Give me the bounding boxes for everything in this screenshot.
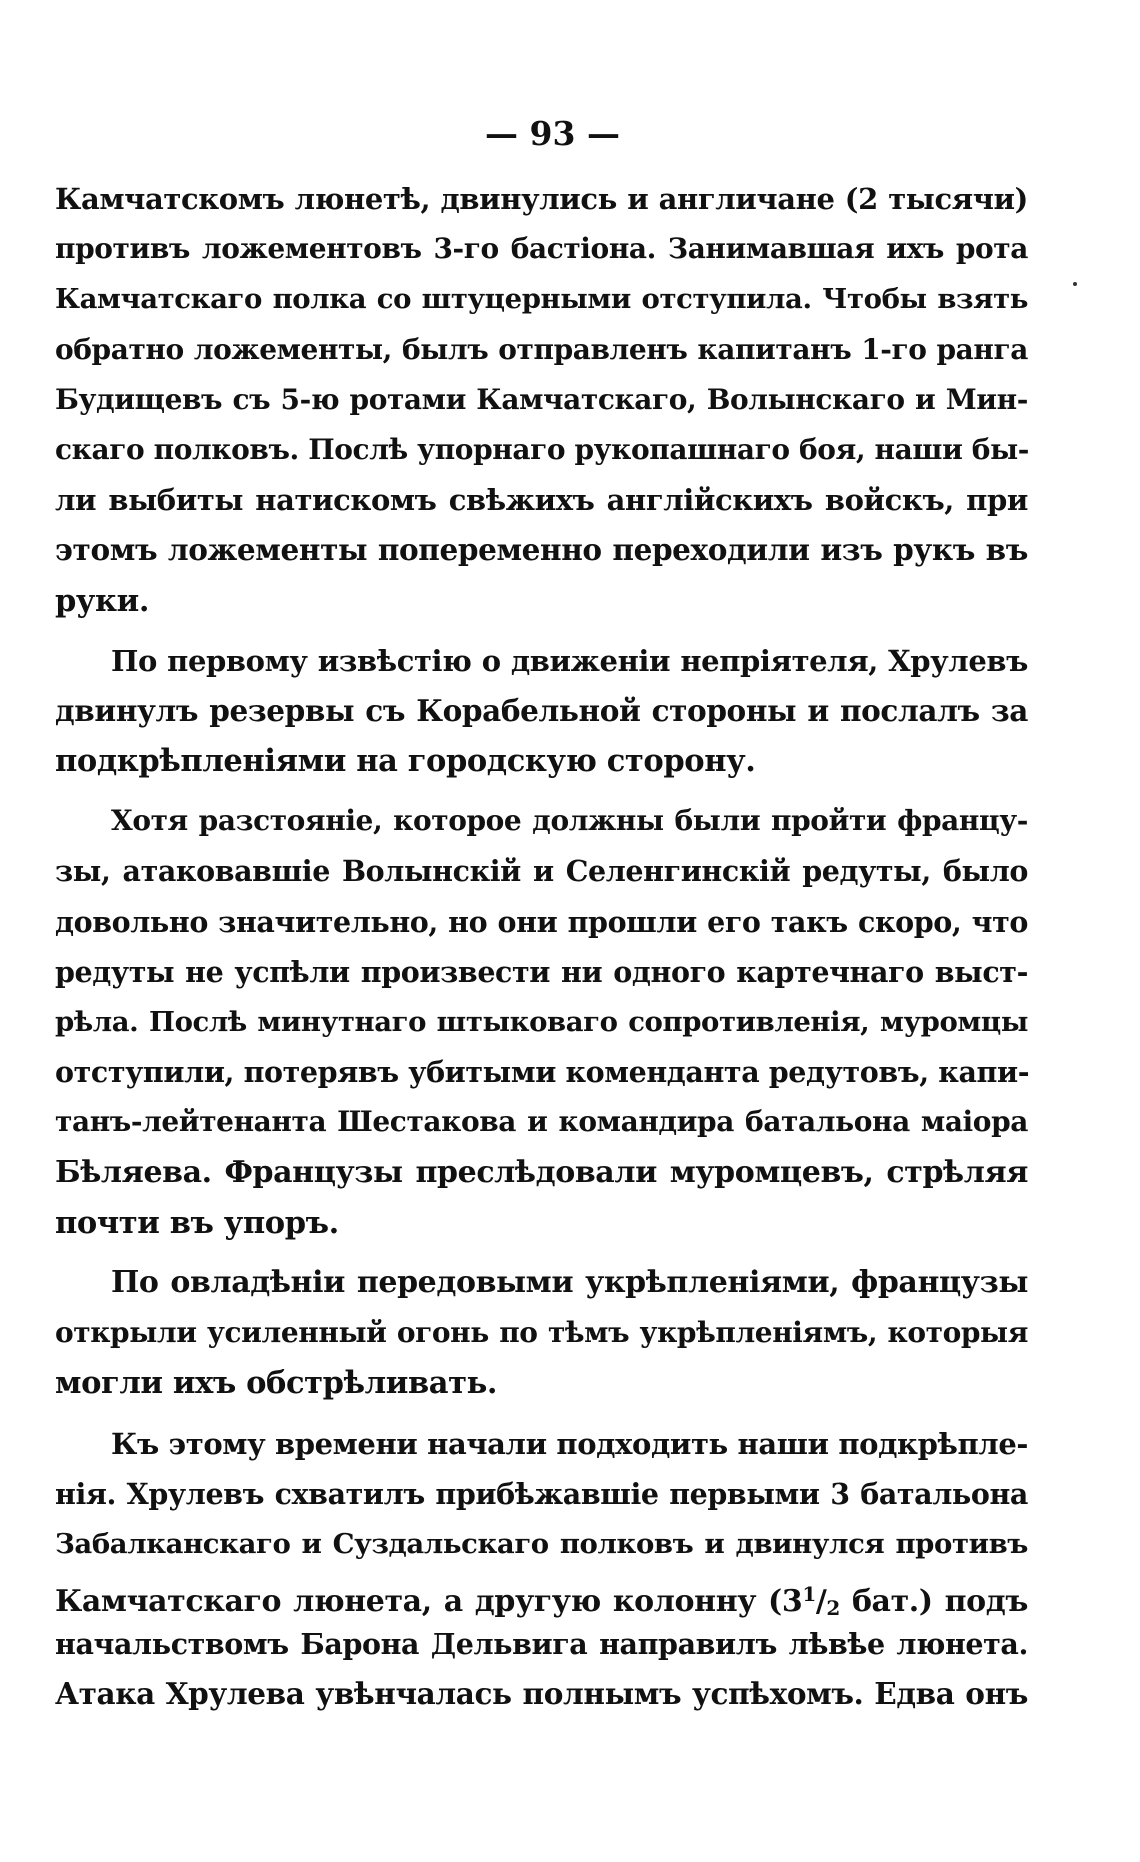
text-line: скаго полковъ. Послѣ упорнаго рукопашнаго боя, наши бы- bbox=[55, 432, 1029, 466]
text-line: довольно значительно, но они прошли его такъ скоро, что bbox=[55, 904, 1028, 939]
text-line: зы, атаковавшіе Волынскій и Селенгинскій редуты, было bbox=[55, 854, 1028, 889]
text-line: Камчатскаго полка со штуцерными отступила. Чтобы взять bbox=[55, 283, 1028, 316]
stray-ink-dot bbox=[1073, 282, 1077, 286]
paragraph-1 bbox=[55, 174, 1028, 626]
paragraph-4 bbox=[55, 1258, 1028, 1409]
text-line: Будищевъ съ 5-ю ротами Камчатскаго, Волынскаго и Мин- bbox=[55, 382, 1028, 416]
text-line: отступили, потерявъ убитыми коменданта редутовъ, капи- bbox=[55, 1055, 1030, 1090]
text-line: этомъ ложементы попеременно переходили изъ рукъ въ bbox=[55, 532, 1028, 568]
text-line: Камчатскомъ люнетѣ, двинулись и англичане (2 тысячи) bbox=[55, 182, 1028, 216]
text-line: двинулъ резервы съ Корабельной стороны и послалъ за bbox=[55, 692, 1028, 728]
text-line-start: Камчатскаго люнета, а другую колонну (3 bbox=[55, 1584, 803, 1620]
text-line: начальствомъ Барона Дельвига направилъ лѣвѣе люнета. bbox=[55, 1627, 1028, 1662]
paragraph-3 bbox=[55, 796, 1028, 1248]
text-line: открыли усиленный огонь по тѣмъ укрѣпленіямъ, которыя bbox=[55, 1316, 1028, 1350]
text-line: редуты не успѣли произвести ни одного картечнаго выст- bbox=[55, 954, 1028, 989]
fraction-denominator: 2 bbox=[826, 1596, 840, 1621]
page-number: — 93 — bbox=[485, 114, 620, 153]
paragraph-5 bbox=[55, 1419, 1028, 1720]
text-line: могли ихъ обстрѣливать. bbox=[55, 1365, 498, 1402]
text-line: ли выбиты натискомъ свѣжихъ англійскихъ войскъ, при bbox=[55, 483, 1028, 518]
text-line: По овладѣніи передовыми укрѣпленіями, французы bbox=[111, 1264, 1028, 1300]
text-line: Бѣляева. Французы преслѣдовали муромцевъ, стрѣляя bbox=[55, 1154, 1028, 1190]
text-line: Забалканскаго и Суздальскаго полковъ и двинулся противъ bbox=[55, 1527, 1028, 1560]
text-line-with-fraction: Камчатскаго люнета, а другую колонну ($3^1/_2$ бат.) подъ bbox=[55, 1582, 1028, 1621]
text-line: нія. Хрулевъ схватилъ прибѣжавшіе первыми 3 батальона bbox=[55, 1476, 1028, 1511]
text-line: Атака Хрулева увѣнчалась полнымъ успѣхомъ. Едва онъ bbox=[55, 1676, 1028, 1712]
fraction-numerator: 1 bbox=[802, 1582, 816, 1607]
text-line-end: бат.) подъ bbox=[839, 1584, 1028, 1620]
text-line: Хотя разстояніе, которое должны были пройти францу- bbox=[111, 804, 1028, 838]
text-line: По первому извѣстію о движеніи непріятеля, Хрулевъ bbox=[111, 643, 1028, 678]
text-line: подкрѣпленіями на городскую сторону. bbox=[55, 743, 756, 780]
text-line: рѣла. Послѣ минутнаго штыковаго сопротивленія, муромцы bbox=[55, 1006, 1028, 1038]
text-line: почти въ упоръ. bbox=[55, 1204, 339, 1241]
text-line: противъ ложементовъ 3-го бастіона. Занимавшая ихъ рота bbox=[55, 232, 1028, 266]
page bbox=[55, 108, 1028, 1730]
text-line: обратно ложементы, былъ отправленъ капитанъ 1-го ранга bbox=[55, 332, 1028, 366]
text-line: танъ-лейтенанта Шестакова и командира батальона маіора bbox=[55, 1105, 1028, 1139]
text-line: руки. bbox=[55, 582, 150, 619]
text-line: Къ этому времени начали подходить наши подкрѣпле- bbox=[111, 1426, 1028, 1461]
paragraph-2 bbox=[55, 636, 1028, 787]
